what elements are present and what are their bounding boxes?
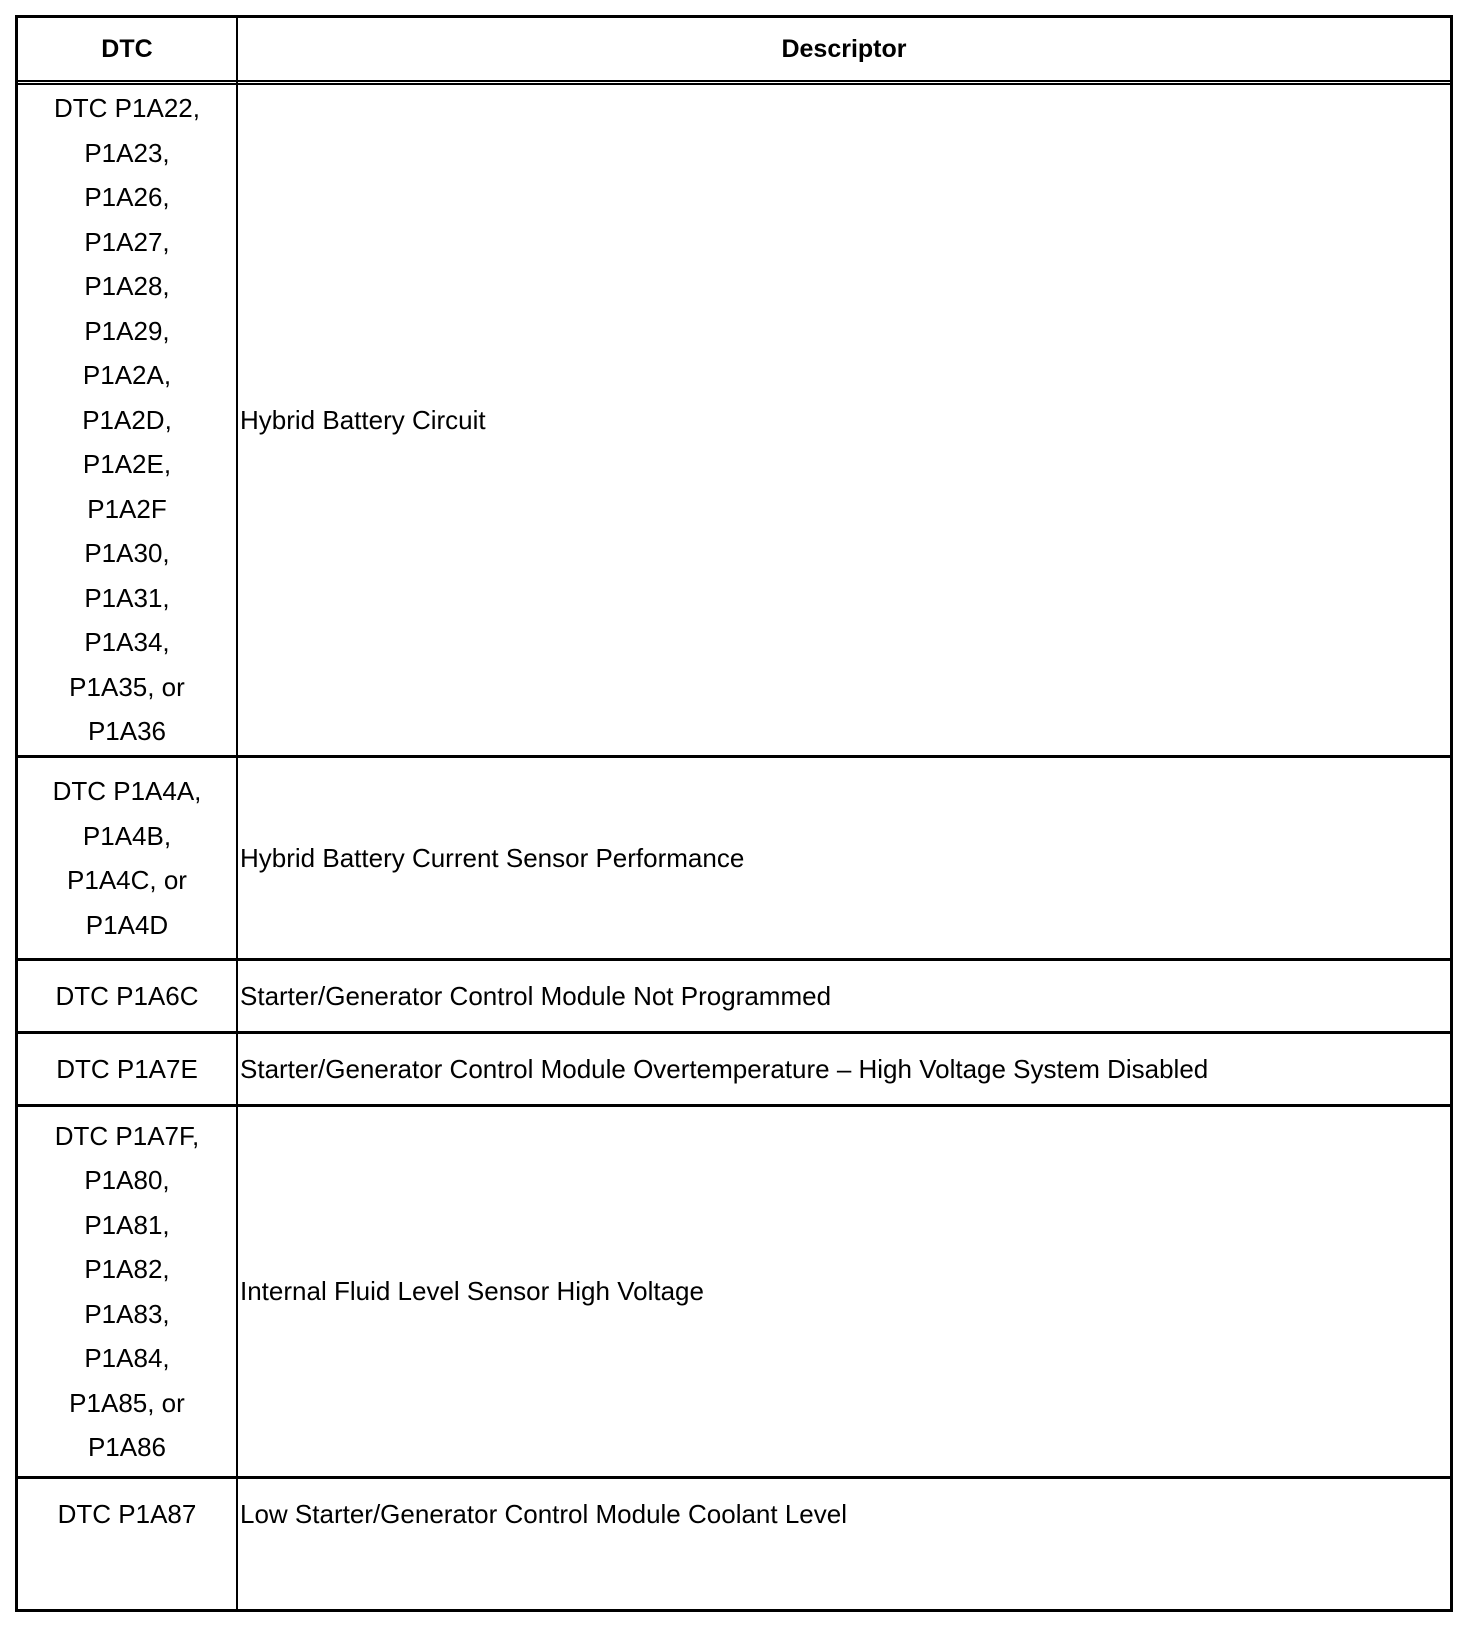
dtc-code: P1A83, [84,1298,170,1329]
dtc-code: P1A30, [84,538,170,569]
dtc-code: P1A28, [84,271,170,302]
dtc-cell [18,1479,236,1549]
dtc-code: P1A86 [87,1432,167,1462]
descriptor-cell: Hybrid Battery Current Sensor Performance [240,842,745,873]
dtc-code: DTC P1A7F, [54,1120,200,1151]
dtc-code: DTC P1A7E [56,1053,198,1084]
dtc-code: P1A82, [84,1254,170,1284]
table-row [18,1107,1450,1479]
dtc-code: P1A2E, [82,449,172,480]
dtc-cell [18,1107,236,1476]
dtc-code: P1A27, [84,226,170,257]
dtc-code: P1A29, [84,315,170,346]
dtc-cell [18,758,236,958]
dtc-code: P1A4B, [82,820,172,851]
descriptor-cell: Internal Fluid Level Sensor High Voltage [240,1276,704,1306]
dtc-code: DTC P1A22, [54,93,200,124]
table-row [18,1479,1450,1609]
header-descriptor: Descriptor [781,34,907,63]
dtc-code: P1A4D [85,909,169,940]
dtc-code: P1A4C, or [67,865,187,895]
descriptor-cell: Low Starter/Generator Control Module Coolant Level [240,1498,847,1529]
dtc-cell [18,1034,236,1104]
dtc-code: P1A2D, [82,404,172,435]
dtc-cell [18,961,236,1031]
dtc-code: P1A81, [84,1209,170,1240]
dtc-code: P1A26, [84,182,170,213]
header-dtc: DTC [101,34,153,63]
dtc-code: P1A80, [84,1165,170,1195]
dtc-code: P1A84, [84,1343,170,1373]
table-row [18,1034,1450,1107]
table-row [18,961,1450,1034]
dtc-code: P1A2F [87,493,167,524]
dtc-code: P1A23, [84,137,170,168]
descriptor-cell: Starter/Generator Control Module Overtemperature – High Voltage System Disabled [240,1053,1209,1084]
dtc-table [15,15,1453,1612]
column-divider [236,18,238,1609]
table-header [18,18,1450,85]
dtc-code: DTC P1A87 [57,1498,197,1529]
dtc-cell [18,85,236,755]
dtc-code: P1A2A, [82,360,172,391]
dtc-code: P1A35, or [69,671,185,702]
dtc-code: P1A36 [87,716,167,747]
dtc-code: P1A31, [84,582,170,613]
dtc-code: P1A85, or [69,1387,185,1418]
descriptor-cell: Starter/Generator Control Module Not Programmed [240,980,832,1011]
dtc-code: DTC P1A6C [55,980,199,1011]
table-row [18,758,1450,961]
table-row [18,85,1450,758]
descriptor-cell: Hybrid Battery Circuit [240,404,486,435]
dtc-code: P1A34, [84,627,170,658]
dtc-code: DTC P1A4A, [52,776,202,806]
